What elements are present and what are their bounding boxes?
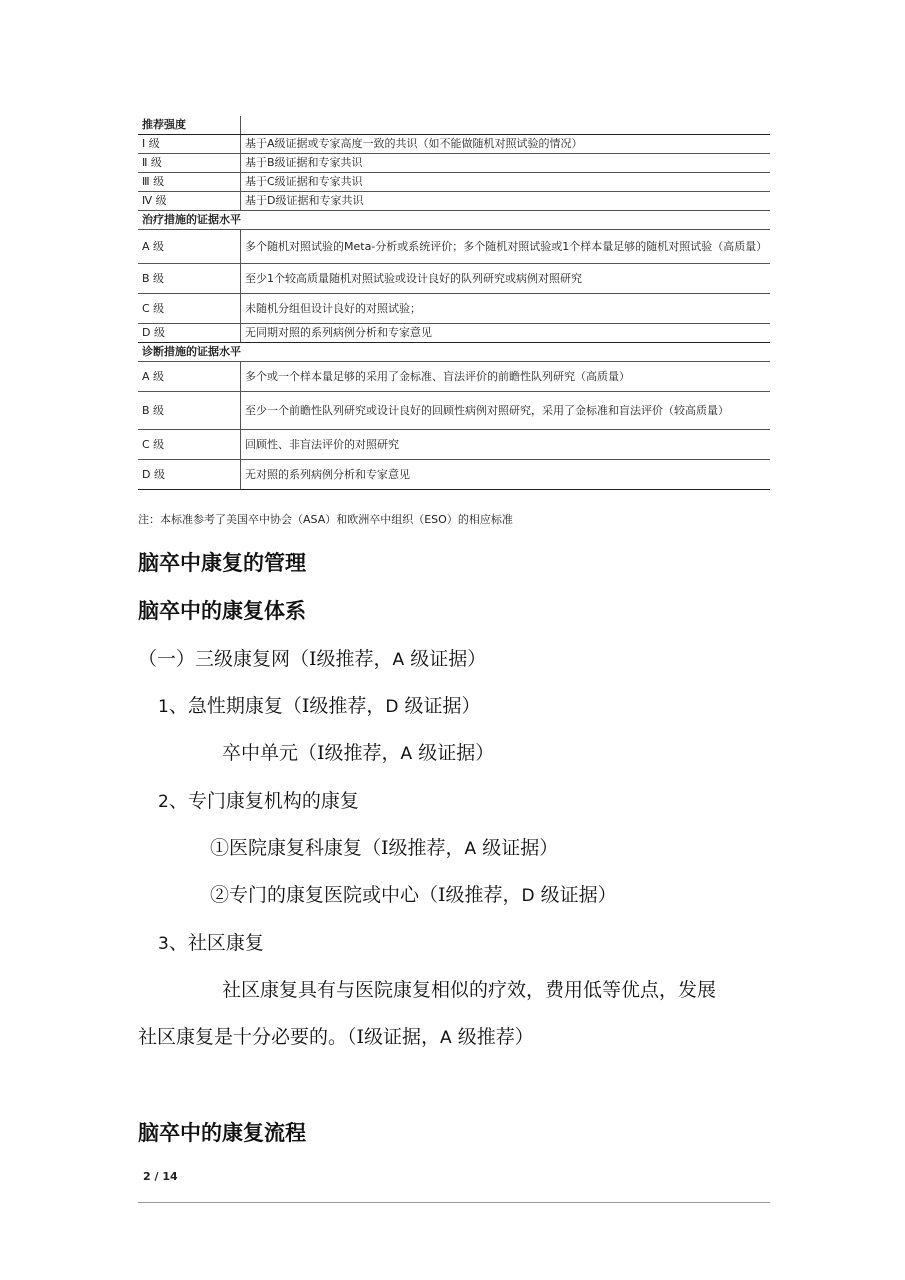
- table-note: 注：本标准参考了美国卒中协会（ASA）和欧洲卒中组织（ESO）的相应标准: [138, 513, 513, 526]
- page-number: 2 / 14: [143, 1170, 178, 1183]
- table-row: [138, 459, 770, 489]
- table-cell-level: 推荐强度: [138, 116, 241, 134]
- table-cell-level: Ⅲ 级: [138, 172, 241, 191]
- table-row: [138, 391, 770, 429]
- table-header-row: [138, 116, 770, 134]
- table-row: [138, 429, 770, 459]
- table-cell-level: B 级: [138, 391, 241, 429]
- table-row: [138, 293, 770, 323]
- table-cell-description: [241, 116, 771, 134]
- table-cell-level: A 级: [138, 229, 241, 263]
- table-cell-description: 多个或一个样本量足够的采用了金标准、盲法评价的前瞻性队列研究（高质量）: [241, 361, 771, 391]
- body-paragraph-community-line1: 社区康复具有与医院康复相似的疗效，费用低等优点，发展: [222, 979, 717, 1001]
- body-paragraph-community-line2: 社区康复是十分必要的。（Ⅰ级证据，A 级推荐）: [138, 1026, 534, 1048]
- table-cell-level: Ⅱ 级: [138, 153, 241, 172]
- table-cell-level: B 级: [138, 263, 241, 293]
- table-cell-level: Ⅳ 级: [138, 191, 241, 210]
- table-cell-level: C 级: [138, 429, 241, 459]
- body-line-stroke-unit: 卒中单元（Ⅰ级推荐，A 级证据）: [222, 742, 495, 764]
- body-line-three-level-network: （一）三级康复网（Ⅰ级推荐，A 级证据）: [138, 648, 487, 670]
- section-heading-system: 脑卒中的康复体系: [138, 599, 306, 623]
- table-row: [138, 229, 770, 263]
- table-cell-level: D 级: [138, 323, 241, 342]
- table-cell-description: 无对照的系列病例分析和专家意见: [241, 459, 771, 489]
- table-cell-description: 基于D级证据和专家共识: [241, 191, 771, 210]
- table-cell-level: Ⅰ 级: [138, 134, 241, 153]
- table-row: [138, 153, 770, 172]
- section-heading-management: 脑卒中康复的管理: [138, 551, 306, 575]
- table-cell-level: C 级: [138, 293, 241, 323]
- table-cell-description: 回顾性、非盲法评价的对照研究: [241, 429, 771, 459]
- table-cell-description: 至少一个前瞻性队列研究或设计良好的回顾性病例对照研究，采用了金标准和盲法评价（较高质量）: [241, 391, 771, 429]
- table-row: [138, 134, 770, 153]
- evidence-level-table: [138, 116, 770, 490]
- table-cell-level: D 级: [138, 459, 241, 489]
- table-cell-description: 多个随机对照试验的Meta-分析或系统评价；多个随机对照试验或1个样本量足够的随机对照试验（高质量）: [241, 229, 771, 263]
- footer-divider: [138, 1202, 770, 1203]
- body-line-community-rehab: 3、社区康复: [158, 932, 264, 954]
- body-line-hospital-rehab-dept: ①医院康复科康复（Ⅰ级推荐，A 级证据）: [210, 837, 559, 859]
- table-section-title: 治疗措施的证据水平: [138, 210, 770, 229]
- table-row: [138, 191, 770, 210]
- section-heading-process: 脑卒中的康复流程: [138, 1121, 306, 1145]
- table-section-row: [138, 210, 770, 229]
- table-cell-description: 无同期对照的系列病例分析和专家意见: [241, 323, 771, 342]
- body-line-rehab-hospital: ②专门的康复医院或中心（Ⅰ级推荐，D 级证据）: [210, 884, 617, 906]
- table-row: [138, 263, 770, 293]
- table-row: [138, 172, 770, 191]
- table-cell-description: 未随机分组但设计良好的对照试验；: [241, 293, 771, 323]
- table-cell-level: A 级: [138, 361, 241, 391]
- table-cell-description: 至少1个较高质量随机对照试验或设计良好的队列研究或病例对照研究: [241, 263, 771, 293]
- table-section-title: 诊断措施的证据水平: [138, 342, 770, 361]
- table-cell-description: 基于C级证据和专家共识: [241, 172, 771, 191]
- table-cell-description: 基于A级证据或专家高度一致的共识（如不能做随机对照试验的情况）: [241, 134, 771, 153]
- table-row: [138, 323, 770, 342]
- body-line-acute-rehab: 1、急性期康复（Ⅰ级推荐，D 级证据）: [158, 695, 481, 717]
- body-line-specialized-institution: 2、专门康复机构的康复: [158, 790, 359, 812]
- table-cell-description: 基于B级证据和专家共识: [241, 153, 771, 172]
- table-row: [138, 361, 770, 391]
- table-section-row: [138, 342, 770, 361]
